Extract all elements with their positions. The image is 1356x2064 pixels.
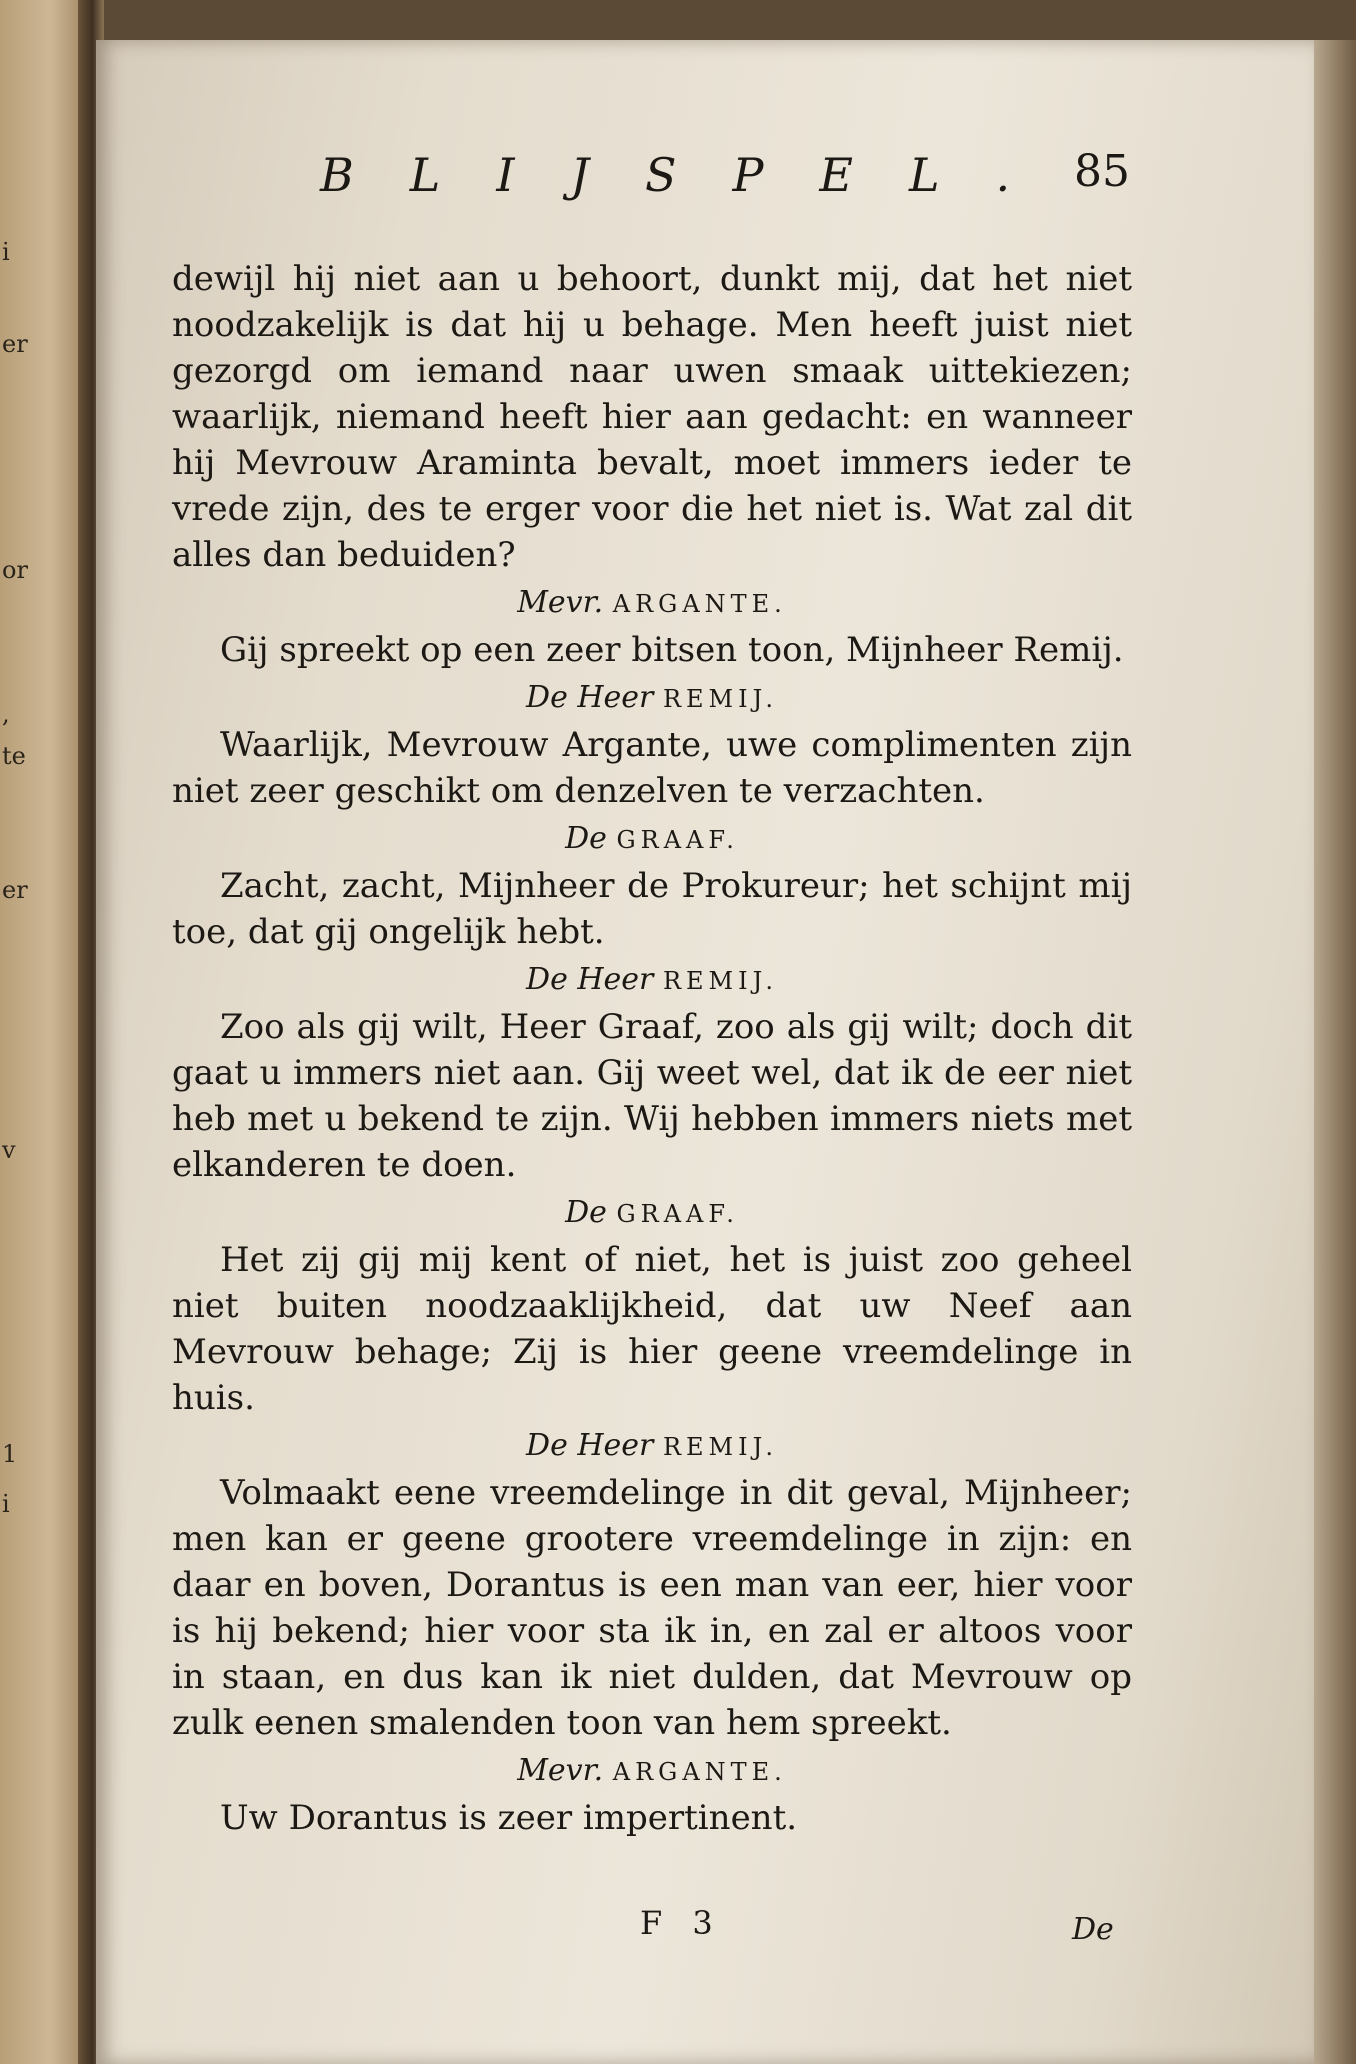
previous-page-fragment: or — [2, 556, 28, 584]
paragraph: Volmaakt eene vreemdelinge in dit geval, Mijnheer; men kan er geene grootere vreemdelinge in zijn: en daar en boven, Dorantus is een man van eer, hier voor is hij bekend; hier voor sta ik in, en zal er altoos voor in staan, en dus kan ik niet dulden, dat Mevrouw op zulk eenen smalenden toon van hem spreekt. — [172, 1473, 1132, 1743]
speaker-name: REMIJ. — [662, 967, 778, 995]
speaker-heading — [172, 1192, 1132, 1235]
speaker-name: REMIJ. — [662, 685, 778, 713]
speaker-name: ARGANTE. — [612, 590, 787, 618]
speaker-heading — [172, 959, 1132, 1002]
speaker-heading — [172, 677, 1132, 720]
signature-mark: F 3 — [640, 1904, 723, 1942]
speaker-name: ARGANTE. — [612, 1758, 787, 1786]
previous-page-fragment: er — [2, 330, 28, 358]
paragraph: Gij spreekt op een zeer bitsen toon, Mijnheer Remij. — [220, 630, 1124, 670]
previous-page-fragment: te — [2, 742, 26, 770]
speaker-name: GRAAF. — [616, 826, 739, 854]
previous-page-fragment: , — [2, 700, 10, 728]
page-edge — [1314, 40, 1356, 2064]
speaker-title: De Heer — [526, 680, 654, 715]
speaker-heading — [172, 818, 1132, 861]
previous-page-fragment: i — [2, 238, 10, 266]
previous-page-fragment: v — [2, 1136, 16, 1164]
previous-page-fragment: i — [2, 1490, 10, 1518]
speaker-title: Mevr. — [517, 585, 604, 620]
paragraph: Zoo als gij wilt, Heer Graaf, zoo als gij wilt; doch dit gaat u immers niet aan. Gij weet wel, dat ik de eer niet heb met u bekend te zijn. Wij hebben immers niets met elkanderen te doen. — [172, 1007, 1132, 1185]
speaker-heading — [172, 1750, 1132, 1793]
paragraph: Het zij gij mij kent of niet, het is juist zoo geheel niet buiten noodzaaklijkheid, dat uw Neef aan Mevrouw behage; Zij is hier geene vreemdelinge in huis. — [172, 1240, 1132, 1418]
speaker-title: De Heer — [526, 962, 654, 997]
previous-page-fragment: 1 — [2, 1440, 18, 1468]
page-number: 85 — [1074, 146, 1130, 197]
speaker-title: De — [565, 1195, 607, 1230]
speaker-title: Mevr. — [517, 1753, 604, 1788]
speaker-title: De Heer — [526, 1428, 654, 1463]
speaker-heading — [172, 1425, 1132, 1468]
speaker-heading — [172, 582, 1132, 625]
paragraph: Zacht, zacht, Mijnheer de Prokureur; het schijnt mij toe, dat gij ongelijk hebt. — [172, 866, 1132, 952]
paragraph: Waarlijk, Mevrouw Argante, uwe complimenten zijn niet zeer geschikt om denzelven te verzachten. — [172, 725, 1132, 811]
previous-page-fragment: er — [2, 876, 28, 904]
paragraph: dewijl hij niet aan u behoort, dunkt mij, dat het niet noodzakelijk is dat hij u behage. Men heeft juist niet gezorgd om iemand naar uwen smaak uittekiezen; waarlijk, niemand heeft hier aan gedacht: en wanneer hij Mevrouw Araminta bevalt, moet immers ieder te vrede zijn, des te erger voor die het niet is. Wat zal dit alles dan beduiden? — [172, 259, 1132, 575]
speaker-name: REMIJ. — [662, 1433, 778, 1461]
speaker-title: De — [565, 821, 607, 856]
catchword: De — [1072, 1912, 1114, 1947]
speaker-name: GRAAF. — [616, 1200, 739, 1228]
body-text — [172, 256, 1132, 1841]
running-head: BLIJSPEL. — [320, 148, 1067, 202]
paragraph: Uw Dorantus is zeer impertinent. — [220, 1798, 798, 1838]
